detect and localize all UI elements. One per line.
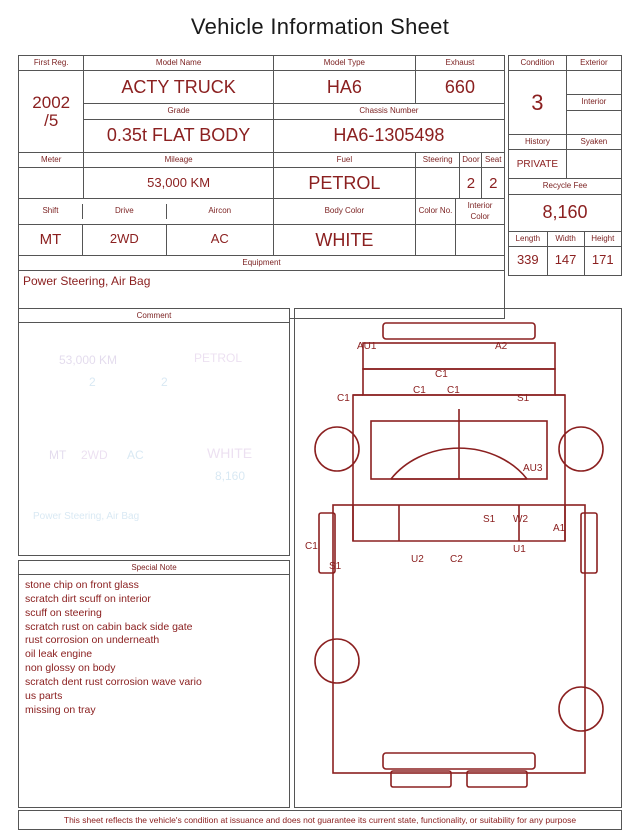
lower-section — [18, 308, 622, 808]
header-meter: Meter — [19, 152, 84, 167]
ghost-text: 2 — [161, 375, 168, 389]
value-door: 2 — [460, 168, 482, 198]
value-meter — [19, 168, 84, 199]
value-drive: 2WD — [82, 225, 166, 255]
header-chassis-number: Chassis Number — [273, 104, 504, 119]
header-exterior: Exterior — [566, 56, 621, 71]
value-equipment: Power Steering, Air Bag — [19, 271, 505, 319]
list-item: oil leak engine — [25, 648, 93, 661]
header-drive: Drive — [82, 204, 166, 218]
header-interior: Interior — [566, 95, 621, 110]
ghost-text: WHITE — [207, 445, 253, 461]
header-history: History — [509, 134, 567, 149]
value-steering — [416, 168, 460, 198]
ghost-text: 8,160 — [215, 469, 246, 483]
header-special-note: Special Note — [19, 561, 289, 575]
list-item: us parts — [25, 689, 63, 702]
mark-label: C1 — [413, 385, 426, 396]
list-item: scratch rust on cabin back side gate — [25, 620, 193, 633]
page-title: Vehicle Information Sheet — [190, 14, 450, 39]
wheel-shape — [315, 639, 359, 683]
header-comment: Comment — [19, 309, 289, 323]
mark-label: A1 — [553, 523, 566, 534]
mark-label: S1 — [329, 561, 342, 572]
header-condition: Condition — [509, 56, 567, 71]
mark-label: W2 — [513, 514, 528, 525]
header-door: Door — [460, 153, 482, 167]
list-item: scuff on steering — [25, 606, 102, 619]
main-spec-table — [18, 55, 505, 319]
header-fuel: Fuel — [273, 152, 415, 167]
value-fuel: PETROL — [273, 168, 415, 199]
value-exhaust: 660 — [415, 71, 504, 104]
mark-label: C1 — [305, 541, 318, 552]
value-exterior — [566, 71, 621, 95]
ghost-text: 2 — [89, 375, 96, 389]
mark-label: A2 — [495, 341, 508, 352]
mark-label: C1 — [337, 393, 350, 404]
header-height: Height — [591, 233, 615, 243]
value-interior-color — [456, 225, 504, 255]
value-width: 147 — [547, 247, 584, 275]
special-note-box — [18, 560, 290, 808]
ghost-text: AC — [127, 448, 144, 462]
mark-label: C1 — [435, 369, 448, 380]
ghost-text: 2WD — [81, 448, 108, 462]
right-mirror-shape — [581, 513, 597, 573]
ghost-text: Power Steering, Air Bag — [33, 511, 140, 522]
header-exhaust: Exhaust — [415, 56, 504, 71]
ghost-text: MT — [49, 448, 67, 462]
header-color-no: Color No. — [416, 199, 456, 224]
ghost-text: PETROL — [194, 351, 243, 365]
value-syaken — [566, 150, 621, 179]
list-item: scratch dent rust corrosion wave vario — [25, 676, 202, 689]
value-chassis-number: HA6-1305498 — [273, 119, 504, 152]
rear-bumper-shape — [383, 323, 535, 339]
header-model-type: Model Type — [273, 56, 415, 71]
footer-disclaimer: This sheet reflects the vehicle's condition at issuance and does not guarantee its current state, functionality, or suitability for any purpose — [18, 810, 622, 830]
header-equipment: Equipment — [19, 255, 505, 270]
value-length: 339 — [509, 247, 547, 275]
value-condition: 3 — [509, 71, 567, 134]
condition-table — [508, 55, 622, 276]
value-seat: 2 — [489, 174, 498, 192]
value-mileage: 53,000 KM — [84, 168, 273, 199]
comment-box — [18, 308, 290, 556]
header-grade: Grade — [84, 104, 273, 119]
front-bumper-shape — [383, 753, 535, 769]
value-history: PRIVATE — [509, 150, 567, 179]
mark-label: AU1 — [357, 341, 377, 352]
header-shift: Shift — [19, 204, 82, 218]
special-note-list — [19, 575, 289, 722]
value-grade: 0.35t FLAT BODY — [84, 119, 273, 152]
comment-content — [19, 323, 289, 551]
first-reg-month: /5 — [44, 110, 59, 130]
value-model-type: HA6 — [273, 71, 415, 104]
first-reg-year: 2002 — [32, 92, 71, 112]
mark-label: C2 — [450, 554, 463, 565]
mark-label: S1 — [517, 393, 530, 404]
list-item: non glossy on body — [25, 662, 116, 675]
list-item: missing on tray — [25, 703, 96, 716]
header-model-name: Model Name — [84, 56, 273, 71]
mark-label: S1 — [483, 514, 496, 525]
header-mileage: Mileage — [84, 152, 273, 167]
header-interior-color: Interior Color — [467, 201, 493, 221]
value-model-name: ACTY TRUCK — [84, 71, 273, 104]
header-first-reg: First Reg. — [19, 56, 84, 71]
ghost-text: 53,000 KM — [59, 353, 118, 367]
list-item: rust corrosion on underneath — [25, 634, 160, 647]
header-seat: Seat — [485, 154, 502, 164]
value-height: 171 — [591, 252, 614, 268]
vehicle-damage-diagram — [294, 308, 622, 808]
mark-label: C1 — [447, 385, 460, 396]
value-color-no — [416, 225, 456, 255]
header-width: Width — [547, 232, 584, 246]
header-recycle-fee: Recycle Fee — [509, 179, 622, 194]
header-syaken: Syaken — [566, 134, 621, 149]
mark-label: U1 — [513, 544, 526, 555]
mark-label: U2 — [411, 554, 424, 565]
value-body-color: WHITE — [273, 224, 415, 255]
body-outline — [333, 505, 585, 773]
header-steering: Steering — [416, 153, 460, 167]
value-shift: MT — [19, 225, 82, 255]
deck-top-shape — [363, 343, 555, 369]
list-item: stone chip on front glass — [25, 579, 139, 591]
header-aircon: Aircon — [208, 206, 232, 216]
wheel-shape — [559, 687, 603, 731]
header-length: Length — [509, 232, 547, 246]
value-first-reg — [19, 71, 84, 152]
header-body-color: Body Color — [273, 199, 415, 225]
list-item: scratch dirt scuff on interior — [25, 592, 151, 605]
value-interior — [566, 110, 621, 134]
mark-label: AU3 — [523, 463, 543, 474]
value-aircon: AC — [210, 231, 229, 247]
value-recycle-fee: 8,160 — [509, 194, 622, 231]
truck-diagram-svg — [295, 309, 621, 807]
